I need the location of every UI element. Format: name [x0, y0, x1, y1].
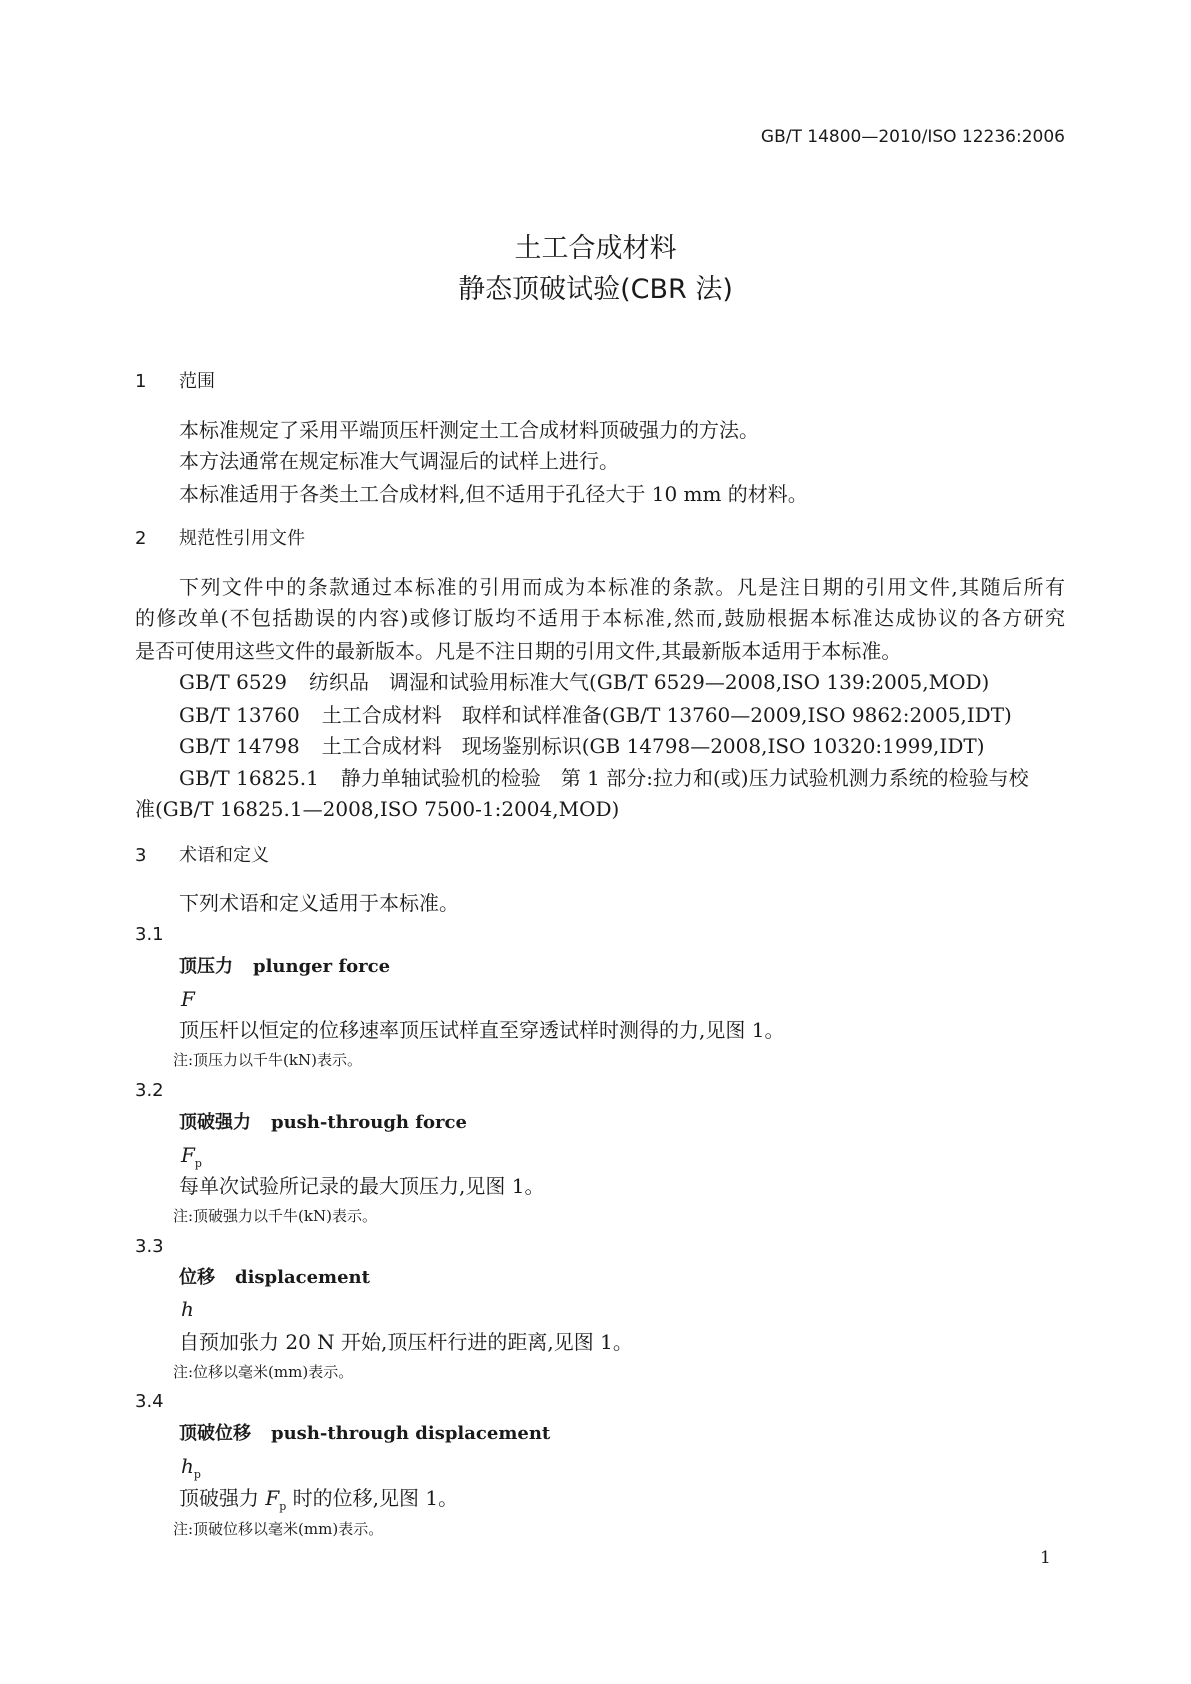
term-heading	[179, 1422, 550, 1446]
reference-title: 静力单轴试验机的检验 第 1 部分:拉力和(或)压力试验机测力系统的检验与校	[340, 766, 1029, 790]
reference-title: 纺织品 调湿和试验用标准大气(GB/T 6529—2008,ISO 139:2005,MOD)	[309, 670, 990, 694]
section-number: 1	[135, 371, 147, 392]
reference-item	[179, 670, 989, 694]
term-zh: 位移	[179, 1267, 215, 1288]
section-2-heading	[135, 527, 305, 551]
section-title: 术语和定义	[179, 845, 269, 866]
term-note: 注:顶破强力以千牛(kN)表示。	[173, 1207, 377, 1225]
term-note: 注:顶破位移以毫米(mm)表示。	[173, 1520, 384, 1538]
term-number: 3.4	[135, 1391, 164, 1412]
term-symbol	[181, 1454, 201, 1487]
document-title-line2: 静态顶破试验(CBR 法)	[458, 274, 733, 305]
term-symbol	[181, 1297, 194, 1321]
term-en: plunger force	[253, 956, 391, 977]
term-zh: 顶破位移	[179, 1423, 251, 1444]
definition-text: 时的位移,见图 1。	[292, 1486, 459, 1510]
symbol: h	[181, 1297, 194, 1321]
paragraph: 本标准适用于各类土工合成材料,但不适用于孔径大于 10 mm 的材料。	[179, 482, 808, 506]
paragraph-line: 下列文件中的条款通过本标准的引用而成为本标准的条款。凡是注日期的引用文件,其随后所有	[179, 575, 1065, 599]
section-number: 2	[135, 528, 147, 549]
symbol-subscript: p	[279, 1500, 287, 1513]
definition-text: 顶破强力	[179, 1486, 259, 1510]
term-definition: 顶压杆以恒定的位移速率顶压试样直至穿透试样时测得的力,见图 1。	[179, 1018, 785, 1042]
term-zh: 顶压力	[179, 956, 233, 977]
page-number: 1	[1040, 1548, 1051, 1568]
standard-code-header: GB/T 14800—2010/ISO 12236:2006	[760, 127, 1065, 147]
paragraph: 本标准规定了采用平端顶压杆测定土工合成材料顶破强力的方法。	[179, 418, 759, 442]
symbol: F	[265, 1486, 280, 1510]
reference-title: 土工合成材料 现场鉴别标识(GB 14798—2008,ISO 10320:1999,IDT)	[321, 734, 985, 758]
term-en: displacement	[235, 1267, 370, 1288]
document-title-line1: 土工合成材料	[514, 233, 677, 264]
paragraph-line: 是否可使用这些文件的最新版本。凡是不注日期的引用文件,其最新版本适用于本标准。	[135, 639, 902, 663]
symbol: F	[181, 1143, 195, 1167]
paragraph-line: 的修改单(不包括勘误的内容)或修订版均不适用于本标准,然而,鼓励根据本标准达成协议的各方研究	[135, 606, 1065, 630]
term-heading	[179, 1266, 370, 1290]
reference-continuation: 准(GB/T 16825.1—2008,ISO 7500-1:2004,MOD)	[135, 797, 620, 821]
paragraph: 本方法通常在规定标准大气调湿后的试样上进行。	[179, 449, 619, 473]
term-en: push-through force	[271, 1112, 467, 1133]
term-definition	[179, 1486, 458, 1519]
term-definition: 每单次试验所记录的最大顶压力,见图 1。	[179, 1174, 545, 1198]
reference-code: GB/T 13760	[179, 703, 300, 727]
reference-item	[179, 703, 1012, 727]
term-note: 注:顶压力以千牛(kN)表示。	[173, 1051, 362, 1069]
reference-item	[179, 734, 985, 758]
reference-item	[179, 766, 1029, 790]
term-number: 3.3	[135, 1236, 164, 1257]
term-number: 3.1	[135, 924, 164, 945]
section-title: 规范性引用文件	[179, 528, 305, 549]
term-heading	[179, 955, 390, 979]
section-title: 范围	[179, 371, 215, 392]
term-symbol	[181, 1143, 202, 1176]
term-number: 3.2	[135, 1080, 164, 1101]
symbol-subscript: p	[194, 1157, 202, 1170]
term-zh: 顶破强力	[179, 1112, 251, 1133]
reference-code: GB/T 6529	[179, 670, 288, 694]
term-symbol	[181, 987, 195, 1011]
symbol: F	[181, 987, 195, 1011]
section-1-heading	[135, 370, 215, 394]
symbol: h	[181, 1454, 194, 1478]
term-heading	[179, 1111, 467, 1135]
reference-code: GB/T 14798	[179, 734, 300, 758]
symbol-subscript: p	[193, 1468, 201, 1481]
reference-code: GB/T 16825.1	[179, 766, 319, 790]
paragraph: 下列术语和定义适用于本标准。	[179, 891, 459, 915]
reference-title: 土工合成材料 取样和试样准备(GB/T 13760—2009,ISO 9862:2005,IDT)	[321, 703, 1012, 727]
section-number: 3	[135, 845, 147, 866]
term-note: 注:位移以毫米(mm)表示。	[173, 1363, 354, 1381]
section-3-heading	[135, 844, 269, 868]
term-definition: 自预加张力 20 N 开始,顶压杆行进的距离,见图 1。	[179, 1330, 633, 1354]
term-en: push-through displacement	[271, 1423, 551, 1444]
